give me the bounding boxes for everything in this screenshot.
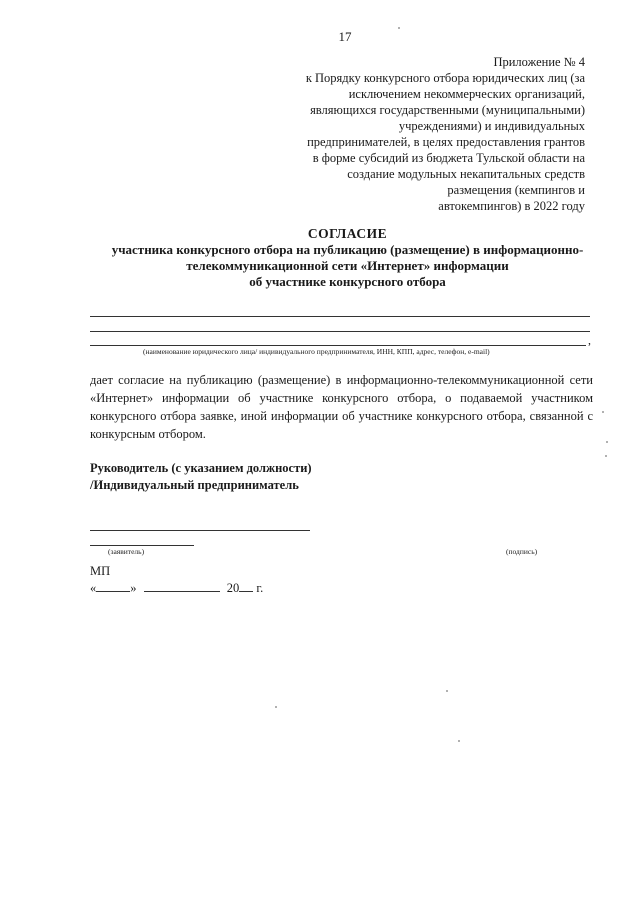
appendix-line: предпринимателей, в целях предоставления грантов — [307, 135, 585, 149]
signatory-line: Руководитель (с указанием должности) — [90, 461, 312, 475]
year-suffix: г. — [253, 581, 264, 595]
title-subline: участника конкурсного отбора на публикацию (размещение) в информационно- — [111, 242, 584, 257]
title-subline: телекоммуникационной сети «Интернет» информации — [186, 258, 509, 273]
year-blank — [239, 580, 253, 592]
consent-paragraph: дает согласие на публикацию (размещение) в информационно-телекоммуникационной сети «Интернет» информации об участнике конкурсного отбора, о подаваемой участником конкурсного отбора заявке, иной информации об участнике конкурсного отбора, связанной с конкурсным отбором. — [90, 373, 593, 441]
appendix-line: автокемпингов) в 2022 году — [438, 199, 585, 213]
appendix-line: учреждениями) и индивидуальных — [398, 119, 585, 133]
appendix-line: создание модульных некапитальных средств — [347, 167, 585, 181]
appendix-line: исключением некоммерческих организаций, — [348, 87, 585, 101]
appendix-line: в форме субсидий из бюджета Тульской области на — [312, 151, 585, 165]
title-heading: СОГЛАСИЕ — [307, 226, 388, 241]
appendix-reference — [275, 54, 585, 214]
signature-caption: (подпись) — [506, 547, 538, 556]
scan-speck — [446, 690, 448, 692]
scan-speck — [605, 455, 607, 457]
signatory-title — [90, 460, 490, 494]
day-blank — [96, 580, 130, 592]
fill-line-2 — [90, 331, 590, 332]
month-blank — [144, 580, 220, 592]
date-close-quote: » — [130, 581, 137, 595]
appendix-line: Приложение № 4 — [493, 55, 585, 69]
date-field — [90, 580, 263, 596]
applicant-line — [90, 545, 194, 546]
scan-speck — [602, 411, 604, 413]
stamp-place: МП — [90, 564, 111, 578]
fill-line-3 — [90, 345, 586, 346]
fill-line-1 — [90, 316, 590, 317]
scan-speck — [606, 441, 608, 443]
scan-speck — [275, 706, 277, 708]
fill-line-caption: (наименование юридического лица/ индивидуального предпринимателя, ИНН, КПП, адрес, телефон, e-mail) — [143, 347, 490, 356]
scan-speck — [458, 740, 460, 742]
signatory-line: /Индивидуальный предприниматель — [90, 478, 299, 492]
year-prefix: 20 — [226, 581, 240, 595]
applicant-caption: (заявитель) — [108, 547, 145, 556]
appendix-line: размещения (кемпингов и — [447, 183, 585, 197]
scan-speck — [398, 27, 400, 29]
page-number: 17 — [338, 29, 352, 44]
appendix-line: являющихся государственными (муниципальными) — [310, 103, 585, 117]
date-open-quote: « — [90, 581, 97, 595]
title-subline: об участнике конкурсного отбора — [249, 274, 446, 289]
line-comma: , — [588, 333, 591, 347]
appendix-line: к Порядку конкурсного отбора юридических лиц (за — [305, 71, 585, 85]
signature-line — [90, 530, 310, 531]
document-title — [60, 226, 635, 290]
